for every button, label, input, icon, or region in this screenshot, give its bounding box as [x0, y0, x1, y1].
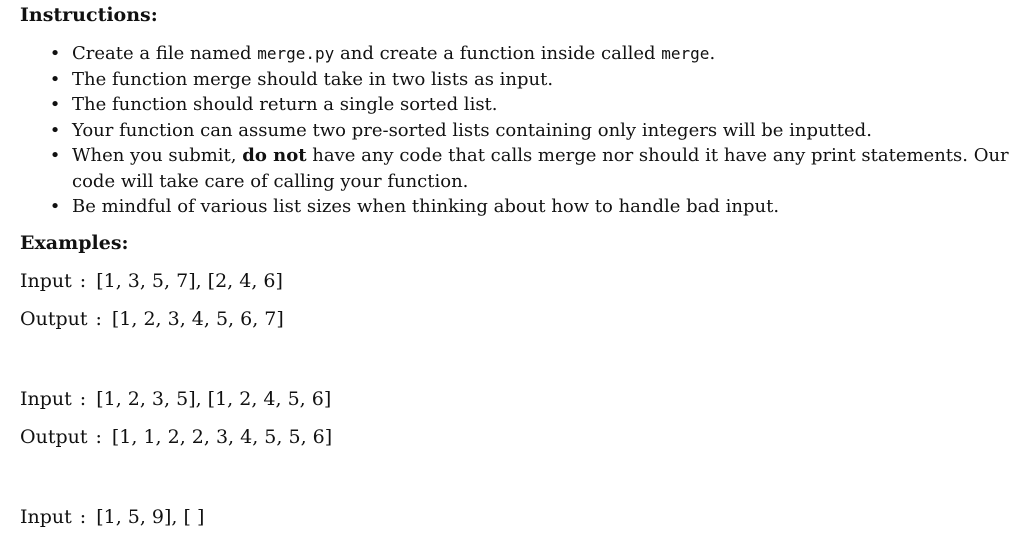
- instructions-heading: Instructions:: [20, 4, 158, 26]
- instruction-item: [48, 67, 1023, 93]
- instruction-text: and create a function inside called: [334, 43, 662, 64]
- filename-code: merge.py: [257, 44, 335, 63]
- example-separator: :: [95, 426, 102, 448]
- instruction-text: have any code that calls merge nor should it have any print statements. Our code will take care of calling your function.: [72, 145, 1009, 192]
- example-value: [1, 5, 9], [ ]: [96, 506, 205, 528]
- instruction-item: [48, 143, 1023, 194]
- instruction-item: [48, 41, 1023, 67]
- example-value: [1, 2, 3, 5], [1, 2, 4, 5, 6]: [96, 388, 332, 410]
- bullet-icon: •: [49, 94, 61, 115]
- bullet-icon: •: [49, 68, 61, 90]
- bullet-icon: •: [49, 196, 61, 217]
- example-output-line: [20, 307, 284, 331]
- instruction-text: When you submit,: [72, 145, 243, 166]
- instruction-text: Your function can assume two pre-sorted lists containing only integers will be inputted.: [72, 119, 872, 141]
- instruction-text: Be mindful of various list sizes when thinking about how to handle bad input.: [72, 196, 780, 217]
- example-separator: :: [79, 506, 87, 528]
- example-label: Output: [20, 308, 88, 330]
- instruction-text: Create a file named: [72, 43, 258, 64]
- instruction-text: The function merge should take in two lists as input.: [72, 68, 554, 90]
- instruction-text: .: [709, 43, 716, 64]
- example-value: [1, 1, 2, 2, 3, 4, 5, 5, 6]: [111, 426, 333, 448]
- examples-heading: Examples:: [20, 232, 129, 254]
- instruction-item: [48, 92, 1023, 118]
- example-input-line: [20, 505, 204, 529]
- bullet-icon: •: [49, 43, 61, 64]
- example-label: Input: [20, 270, 72, 292]
- example-separator: :: [79, 388, 87, 410]
- emphasis-text: do not: [242, 145, 307, 166]
- instruction-text: The function should return a single sorted list.: [72, 94, 498, 115]
- example-input-line: [20, 269, 283, 293]
- example-separator: :: [79, 270, 87, 292]
- example-input-line: [20, 387, 331, 411]
- instructions-list: [48, 41, 1023, 220]
- example-output-line: [20, 425, 332, 449]
- example-value: [1, 2, 3, 4, 5, 6, 7]: [111, 308, 284, 330]
- example-label: Input: [20, 506, 72, 528]
- example-label: Input: [20, 388, 72, 410]
- example-value: [1, 3, 5, 7], [2, 4, 6]: [96, 270, 283, 292]
- example-label: Output: [20, 426, 88, 448]
- function-name-code: merge: [661, 44, 710, 63]
- instruction-item: [48, 118, 1023, 144]
- bullet-icon: •: [49, 145, 61, 166]
- bullet-icon: •: [49, 119, 61, 141]
- example-separator: :: [95, 308, 102, 330]
- instruction-item: [48, 194, 1023, 220]
